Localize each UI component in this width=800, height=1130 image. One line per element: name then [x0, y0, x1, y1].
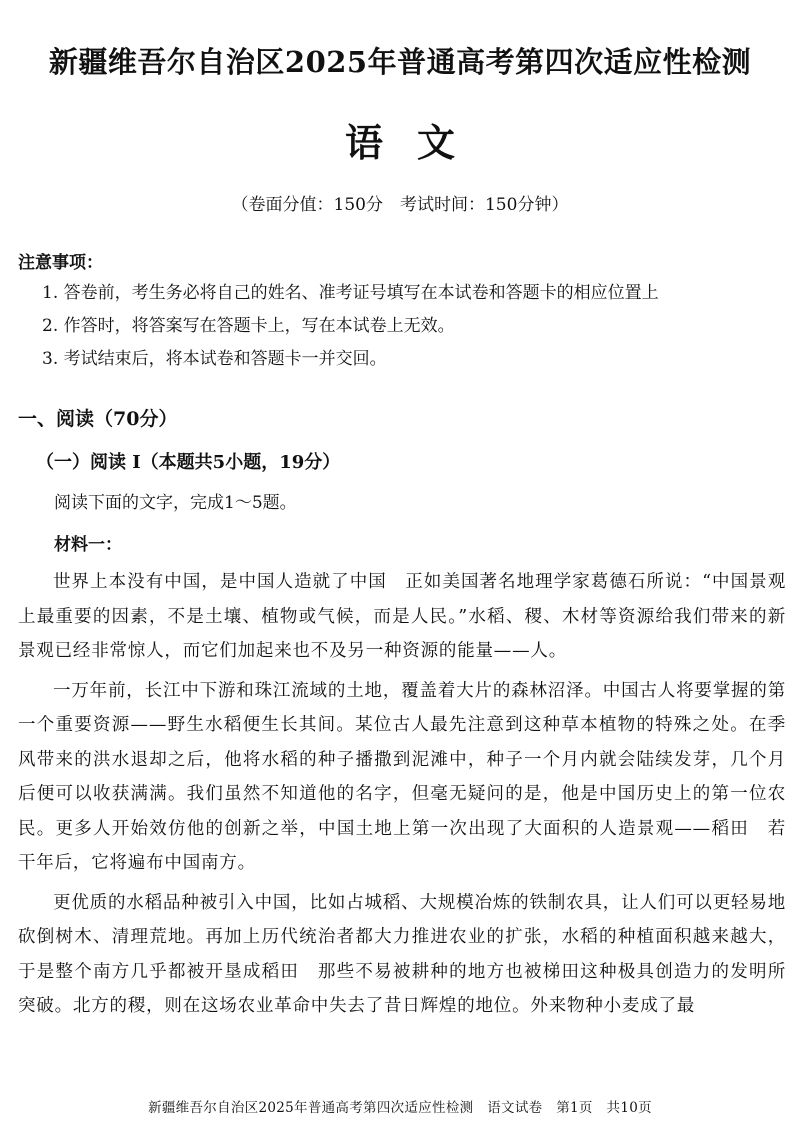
article-body — [18, 565, 786, 1029]
note-item: 1. 答卷前，考生务必将自己的姓名、准考证号填写在本试卷和答题卡的相应位置上 — [42, 283, 659, 303]
notes-heading: 注意事项： — [18, 253, 103, 273]
notes-section — [18, 248, 788, 376]
article-paragraph: 一万年前，长江中下游和珠江流域的土地，覆盖着大片的森林沼泽。中国古人将要掌握的第一个重要资源——野生水稻便生长其间。某位古人最先注意到这种草本植物的特殊之处。在季风带来的洪水退却之后，他将水稻的种子播撒到泥滩中，种子一个月内就会陆续发芽，几个月后便可以收获满满。我们虽然不知道他的名字，但毫无疑问的是，他是中国历史上的第一位农民。更多人开始效仿他的创新之举，中国土地上第一次出现了大面积的人造景观——稻田 若干年后，它将遍布中国南方。 — [18, 680, 786, 873]
note-item: 2. 作答时，将答案写在答题卡上，写在本试卷上无效。 — [42, 316, 455, 336]
subject-title: 语文 — [344, 120, 489, 165]
section-heading: 一、阅读（70分） — [18, 408, 178, 430]
material-label: 材料一： — [54, 535, 122, 555]
article-paragraph: 更优质的水稻品种被引入中国，比如占城稻、大规模冶炼的铁制农具，让人们可以更轻易地砍倒树木、清理荒地。再加上历代统治者都大力推进农业的扩张，水稻的种植面积越来越大，于是整个南方几乎都被开垦成稻田 那些不易被耕种的地方也被梯田这种极具创造力的发明所突破。北方的稷，则在这场农业革命中失去了昔日辉煌的地位。外来物种小麦成了最 — [18, 892, 786, 1016]
reading-instruction: 阅读下面的文字，完成1～5题。 — [54, 493, 297, 513]
article-paragraph: 世界上本没有中国，是中国人造就了中国 正如美国著名地理学家葛德石所说：“中国景观上最重要的因素，不是土壤、植物或气候，而是人民。”水稻、稷、木材等资源给我们带来的新景观已经非常惊人，而它们加起来也不及另一种资源的能量——人。 — [18, 572, 786, 661]
exam-title: 新疆维吾尔自治区2025年普通高考第四次适应性检测 — [48, 45, 752, 79]
score-info: （卷面分值：150分 考试时间：150分钟） — [231, 195, 569, 215]
page-footer: 新疆维吾尔自治区2025年普通高考第四次适应性检测 语文试卷 第1页 共10页 — [148, 1100, 652, 1116]
note-item: 3. 考试结束后，将本试卷和答题卡一并交回。 — [42, 349, 387, 369]
subsection-heading: （一）阅读 I（本题共5小题，19分） — [36, 452, 341, 473]
